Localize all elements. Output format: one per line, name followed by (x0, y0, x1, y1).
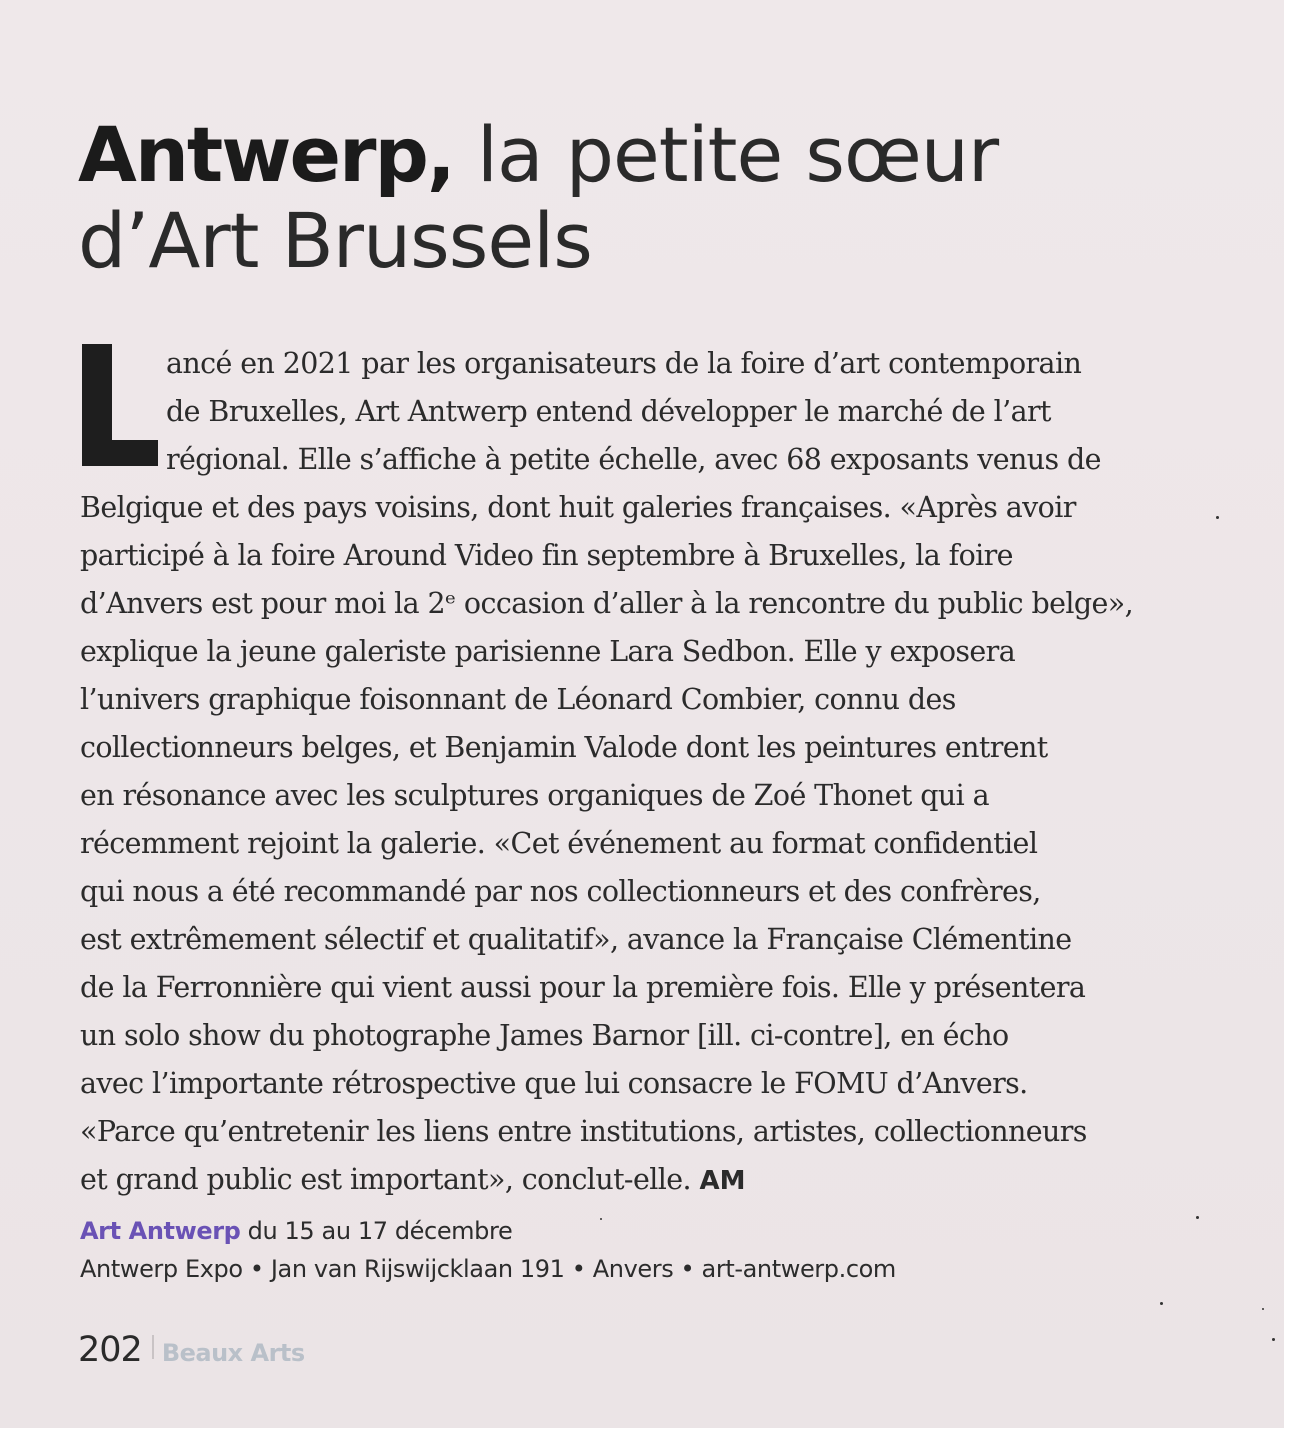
magazine-name: Beaux Arts (161, 1339, 305, 1367)
print-speck (1196, 1216, 1199, 1219)
article-line: «Parce qu’entretenir les liens entre institutions, artistes, collectionneurs (80, 1115, 1087, 1148)
article-body (80, 340, 1230, 1204)
print-speck (1262, 1308, 1264, 1310)
fair-address: Antwerp Expo • Jan van Rijswijcklaan 191 • Anvers • art-antwerp.com (80, 1255, 896, 1283)
headline-line-1 (78, 112, 1198, 198)
article-headline (78, 112, 1198, 284)
page-number: 202 (78, 1330, 142, 1370)
article-line: d’Anvers est pour moi la 2ᵉ occasion d’aller à la rencontre du public belge», (80, 587, 1134, 620)
fair-name: Art Antwerp (80, 1217, 241, 1245)
print-speck (1272, 1338, 1275, 1341)
article-line: l’univers graphique foisonnant de Léonard Combier, connu des (80, 683, 956, 716)
footer-divider (152, 1335, 154, 1359)
event-info-line-1 (80, 1212, 1080, 1250)
print-speck (1160, 1302, 1163, 1305)
fair-dates: du 15 au 17 décembre (240, 1217, 513, 1245)
headline-rest: la petite sœur (453, 110, 999, 199)
author-signature: AM (699, 1166, 746, 1196)
article-line: participé à la foire Around Video fin septembre à Bruxelles, la foire (80, 539, 1013, 572)
print-speck (600, 1218, 602, 1220)
headline-bold: Antwerp, (78, 110, 454, 199)
article-line: un solo show du photographe James Barnor [ill. ci-contre], en écho (80, 1019, 1009, 1052)
print-speck (1216, 516, 1219, 519)
article-line: et grand public est important», conclut-elle. (80, 1163, 691, 1196)
article-line: régional. Elle s’affiche à petite échelle, avec 68 exposants venus de (166, 443, 1101, 476)
drop-cap (80, 344, 158, 466)
article-line: explique la jeune galeriste parisienne Lara Sedbon. Elle y exposera (80, 635, 1016, 668)
article-line: récemment rejoint la galerie. «Cet événement au format confidentiel (80, 827, 1038, 860)
event-info (80, 1212, 1080, 1288)
drop-cap-glyph (80, 344, 158, 466)
headline-line-2: d’Art Brussels (78, 196, 592, 285)
article-line: ancé en 2021 par les organisateurs de la foire d’art contemporain (166, 347, 1082, 380)
article-line: Belgique et des pays voisins, dont huit galeries françaises. «Après avoir (80, 491, 1076, 524)
scan-edge (1284, 0, 1289, 1434)
article-line: en résonance avec les sculptures organiques de Zoé Thonet qui a (80, 779, 989, 812)
article-line: qui nous a été recommandé par nos collectionneurs et des confrères, (80, 875, 1041, 908)
article-last-line (80, 1156, 1230, 1204)
page-footer (78, 1330, 305, 1370)
article-line: avec l’importante rétrospective que lui consacre le FOMU d’Anvers. (80, 1067, 1028, 1100)
article-line: de Bruxelles, Art Antwerp entend développer le marché de l’art (166, 395, 1051, 428)
article-line: collectionneurs belges, et Benjamin Valode dont les peintures entrent (80, 731, 1048, 764)
article-line: est extrêmement sélectif et qualitatif», avance la Française Clémentine (80, 923, 1072, 956)
article-line: de la Ferronnière qui vient aussi pour la première fois. Elle y présentera (80, 971, 1086, 1004)
